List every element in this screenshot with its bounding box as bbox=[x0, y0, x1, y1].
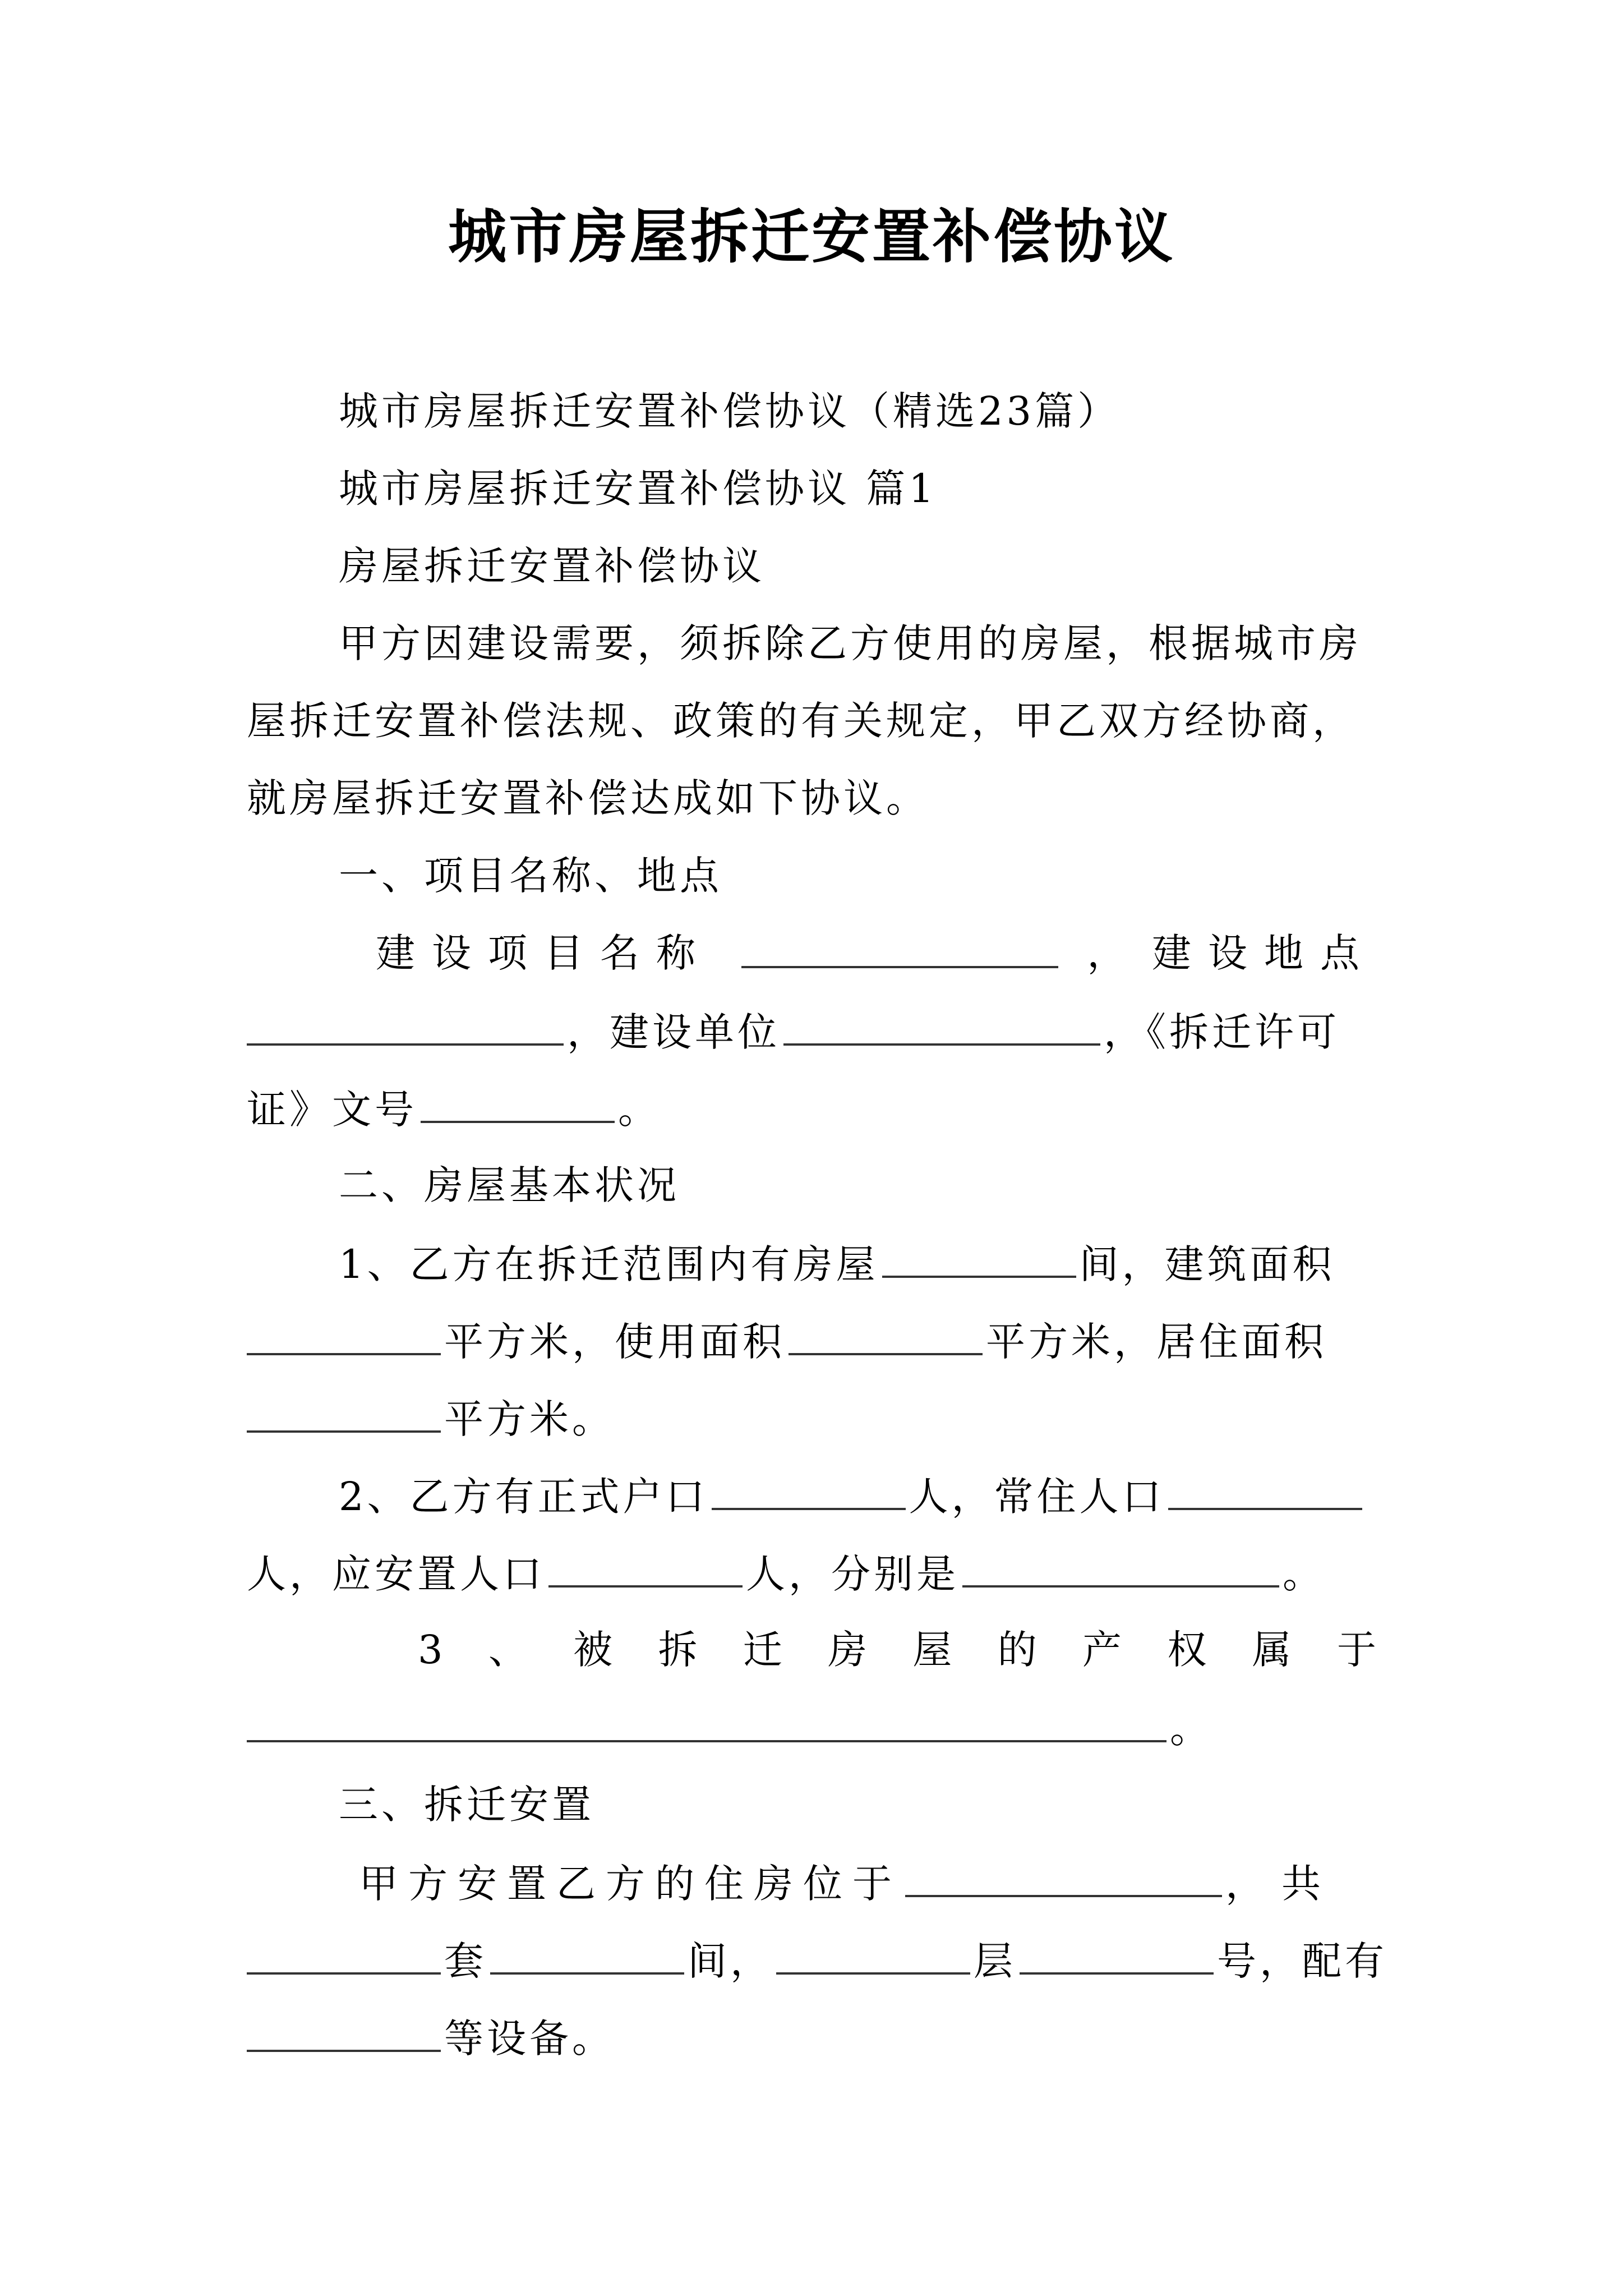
floor-blank bbox=[776, 1940, 970, 1975]
item-2-line-1 bbox=[339, 1474, 1376, 1520]
section-3-text-b: ，共 bbox=[1225, 1861, 1338, 1907]
unit-label: ，建设单位 bbox=[567, 1009, 780, 1055]
living-area-blank bbox=[247, 1398, 441, 1433]
item-2-line-2 bbox=[247, 1551, 1376, 1597]
section-2-heading: 二、房屋基本状况 bbox=[339, 1162, 680, 1208]
rooms-count-blank bbox=[490, 1940, 684, 1975]
building-area-blank bbox=[247, 1320, 441, 1355]
document-title: 城市房屋拆迁安置补偿协议 bbox=[448, 202, 1175, 271]
item-1-text-c: 平方米，使用面积 bbox=[444, 1319, 785, 1365]
item-3-char: 被 bbox=[573, 1627, 613, 1673]
section-3-text-a: 甲方安置乙方的住房位于 bbox=[359, 1861, 902, 1907]
project-name-line bbox=[376, 930, 1376, 976]
usable-area-blank bbox=[789, 1320, 983, 1355]
period: 。 bbox=[618, 1087, 661, 1133]
item-2-text-e: 。 bbox=[1283, 1551, 1325, 1597]
section-3-line-1 bbox=[359, 1861, 1376, 1907]
item-1-line-3 bbox=[247, 1396, 1376, 1442]
item-3-char: 产 bbox=[1082, 1627, 1122, 1673]
item-1-text-b: 间，建筑面积 bbox=[1079, 1241, 1335, 1287]
section-1-heading: 一、项目名称、地点 bbox=[339, 853, 722, 899]
sets-blank bbox=[247, 1940, 441, 1975]
comma: ， bbox=[1087, 930, 1127, 976]
item-1-text-e: 平方米。 bbox=[444, 1396, 615, 1442]
rooms-blank bbox=[882, 1243, 1076, 1278]
intro-line-1: 甲方因建设需要，须拆除乙方使用的房屋，根据城市房 bbox=[339, 620, 1362, 666]
item-3-line-2 bbox=[247, 1706, 1376, 1752]
housing-location-blank bbox=[905, 1862, 1222, 1897]
item-3-char: 权 bbox=[1167, 1627, 1207, 1673]
item-2-text-b: 人，常住人口 bbox=[909, 1474, 1165, 1520]
section-3-text-f: 号，配有 bbox=[1217, 1938, 1387, 1984]
number-blank bbox=[1020, 1940, 1214, 1975]
site-blank bbox=[247, 1011, 564, 1046]
ownership-blank bbox=[247, 1708, 1166, 1742]
item-3-line-1 bbox=[418, 1627, 1376, 1673]
section-3-heading: 三、拆迁安置 bbox=[339, 1782, 594, 1828]
item-2-text-d: 人，分别是 bbox=[746, 1551, 959, 1597]
item-1-text-a: 1、乙方在拆迁范围内有房屋 bbox=[339, 1241, 879, 1287]
equipment-blank bbox=[247, 2017, 441, 2052]
item-3-end: 。 bbox=[1170, 1706, 1212, 1752]
item-1-line-1 bbox=[339, 1241, 1376, 1287]
permit-blank bbox=[421, 1088, 615, 1123]
section-3-text-g: 等设备。 bbox=[444, 2016, 615, 2062]
unit-blank bbox=[783, 1011, 1100, 1046]
item-2-text-c: 人，应安置人口 bbox=[247, 1551, 545, 1597]
names-blank bbox=[962, 1553, 1279, 1588]
item-3-char: 、 bbox=[488, 1627, 528, 1673]
project-name-blank bbox=[741, 933, 1058, 968]
resident-blank bbox=[1168, 1475, 1362, 1510]
item-3-char: 3 bbox=[418, 1627, 443, 1673]
permit-label: ，《拆迁许可 bbox=[1104, 1009, 1340, 1055]
item-1-text-d: 平方米，居住面积 bbox=[986, 1319, 1327, 1365]
document-subtitle: 城市房屋拆迁安置补偿协议（精选23篇） bbox=[339, 388, 1121, 434]
site-label: 建设地点 bbox=[1151, 930, 1376, 976]
item-3-char: 于 bbox=[1336, 1627, 1376, 1673]
intro-line-3: 就房屋拆迁安置补偿达成如下协议。 bbox=[247, 775, 929, 821]
item-1-line-2 bbox=[247, 1319, 1376, 1365]
item-3-char: 屋 bbox=[912, 1627, 952, 1673]
item-3-char: 迁 bbox=[743, 1627, 782, 1673]
item-3-char: 属 bbox=[1252, 1627, 1292, 1673]
resettle-blank bbox=[548, 1553, 743, 1588]
agreement-title: 房屋拆迁安置补偿协议 bbox=[339, 543, 765, 589]
section-3-line-2 bbox=[247, 1938, 1387, 1984]
permit-line bbox=[247, 1087, 1376, 1133]
item-2-text-a: 2、乙方有正式户口 bbox=[339, 1474, 708, 1520]
section-3-text-c: 套 bbox=[444, 1938, 487, 1984]
item-3-char: 拆 bbox=[658, 1627, 698, 1673]
section-3-text-e: 层 bbox=[974, 1938, 1016, 1984]
unit-line bbox=[247, 1009, 1376, 1055]
article-heading: 城市房屋拆迁安置补偿协议 篇1 bbox=[339, 466, 937, 512]
section-3-line-3 bbox=[247, 2016, 1376, 2062]
project-name-label: 建设项目名称 bbox=[376, 930, 712, 976]
section-3-text-d: 间， bbox=[688, 1938, 773, 1984]
permit-label-2: 证》文号 bbox=[247, 1087, 417, 1133]
registered-blank bbox=[712, 1475, 906, 1510]
item-3-char: 的 bbox=[997, 1627, 1037, 1673]
item-3-char: 房 bbox=[828, 1627, 868, 1673]
intro-line-2: 屋拆迁安置补偿法规、政策的有关规定，甲乙双方经协商， bbox=[247, 698, 1355, 744]
